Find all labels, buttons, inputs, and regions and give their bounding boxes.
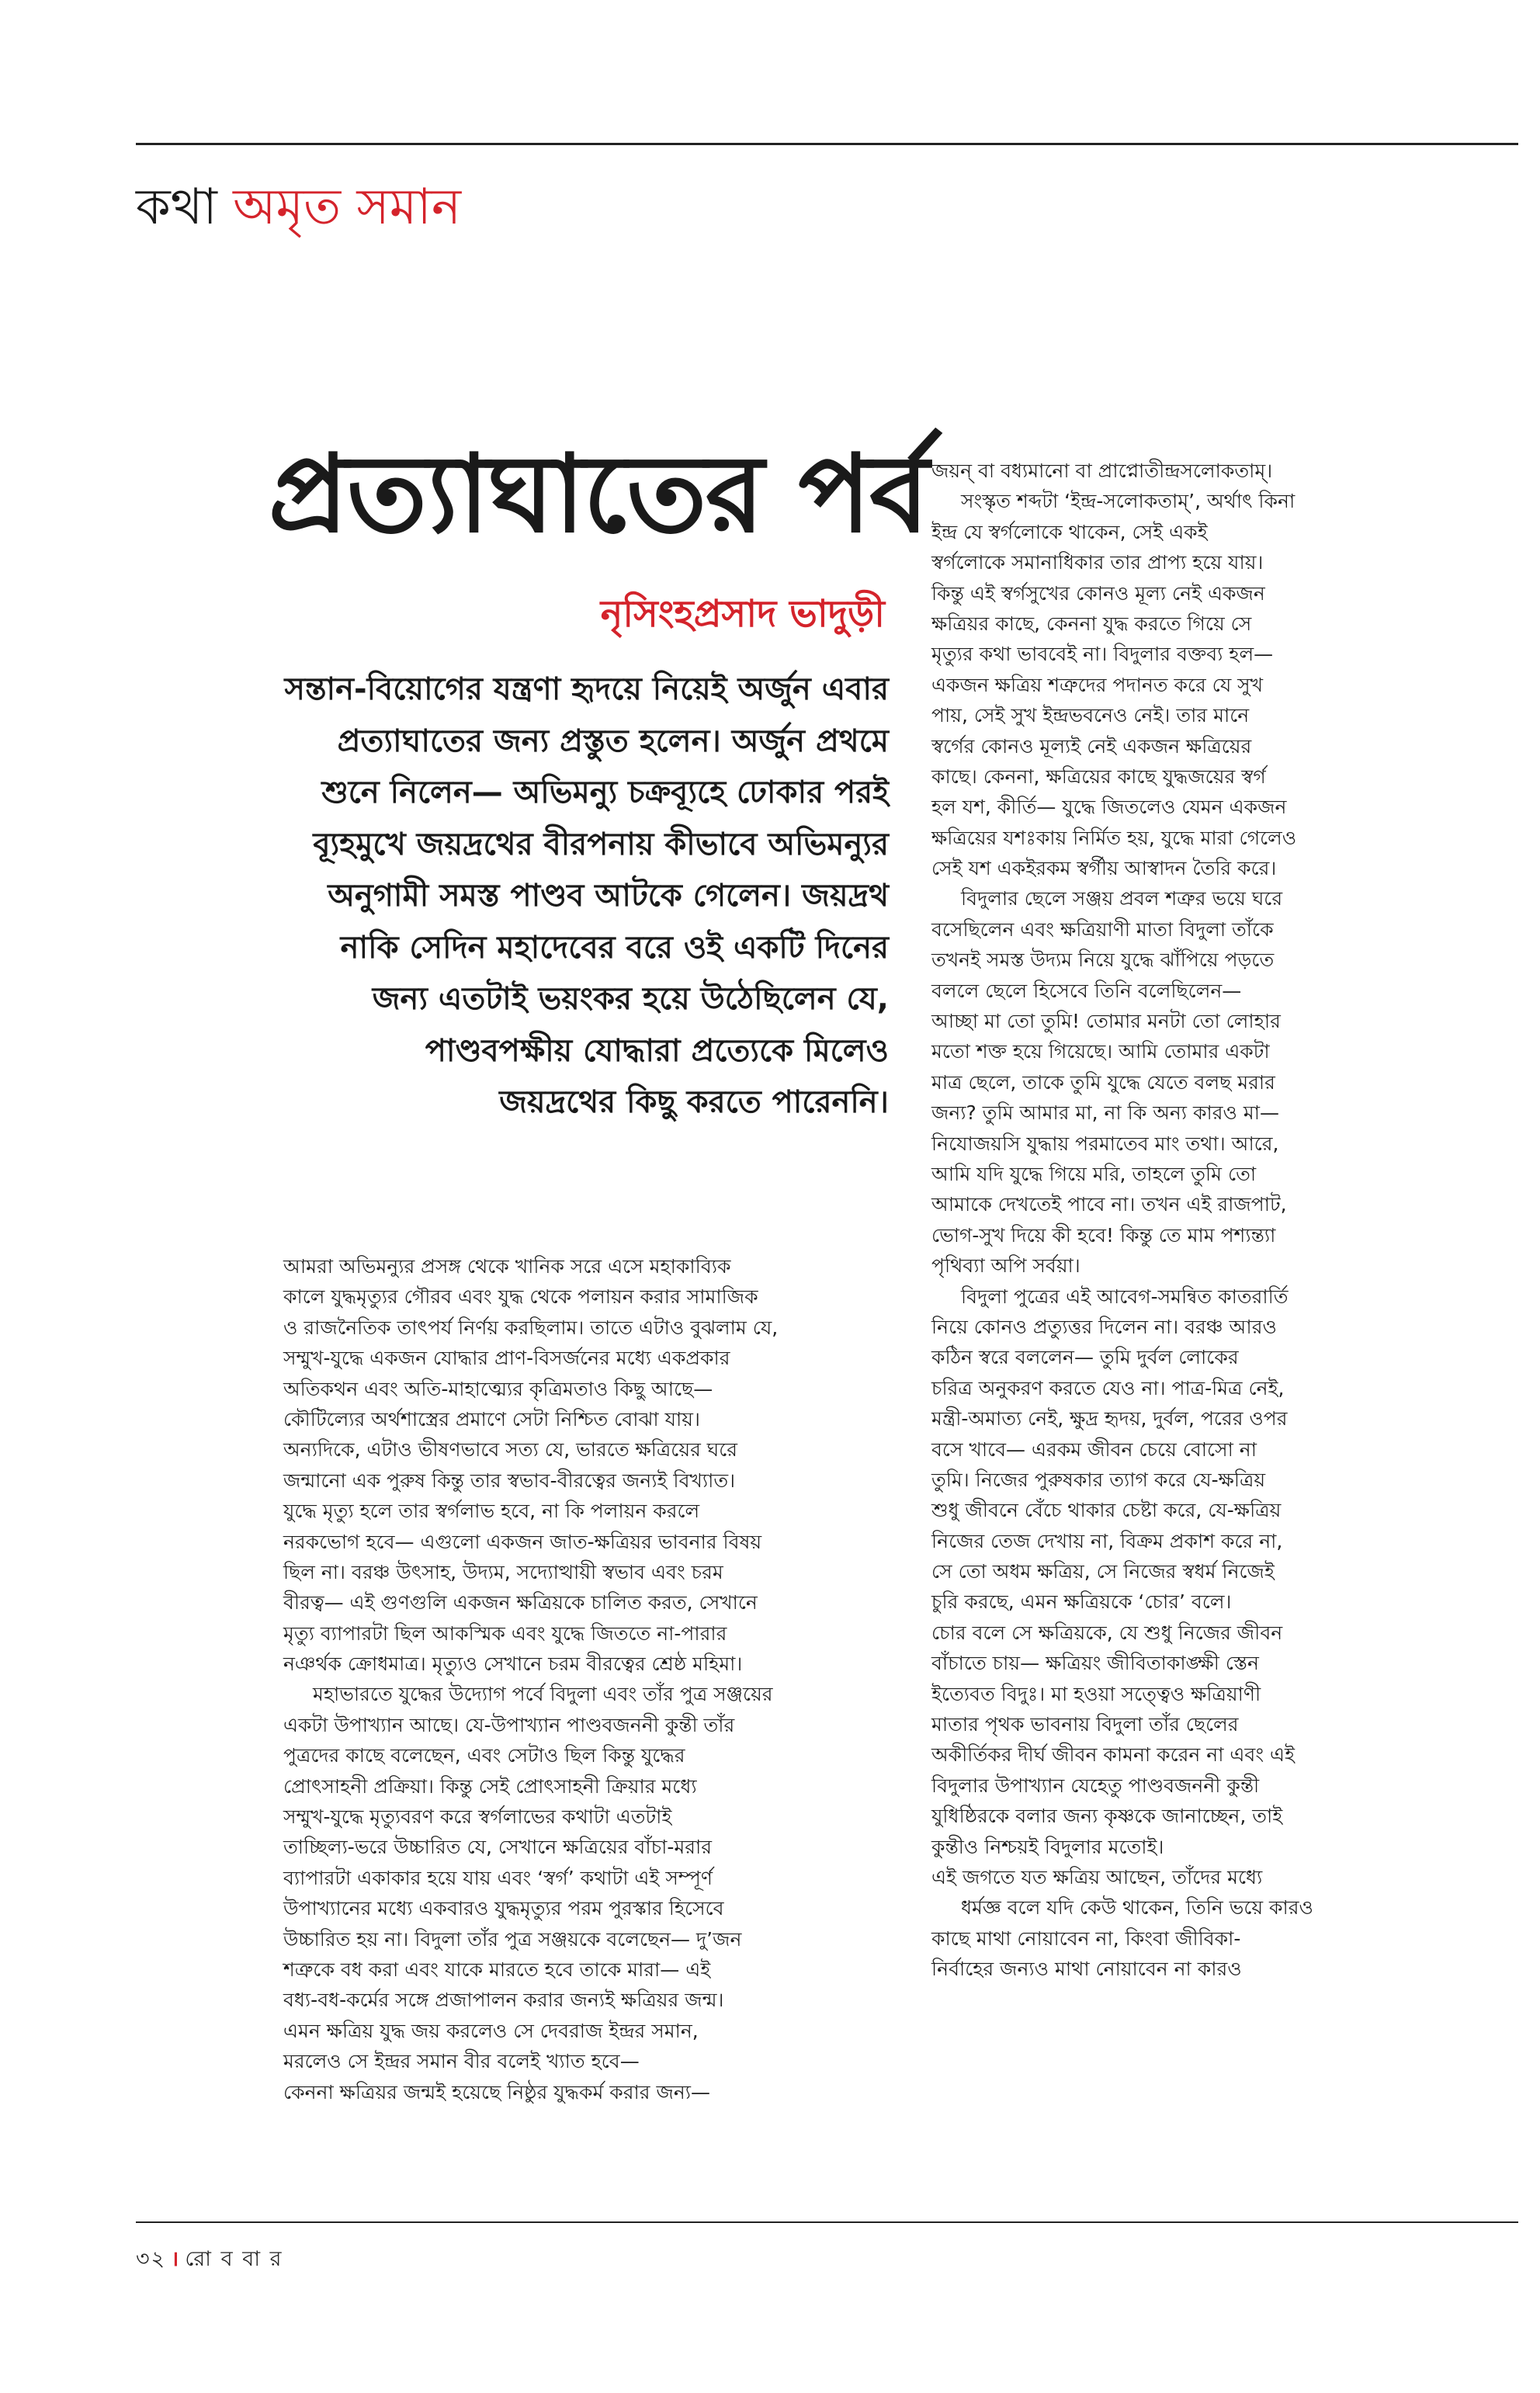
text-line: কাছে। কেননা, ক্ষত্রিয়ের কাছে যুদ্ধজয়ের স্বর্গ [931, 765, 1266, 788]
text-line: আমরা অভিমন্যুর প্রসঙ্গ থেকে খানিক সরে এসে মহাকাব্যিক [283, 1255, 731, 1278]
text-line: নির্বাহের জন্যও মাথা নোয়াবেন না কারও [931, 1958, 1242, 1981]
text-line: কৌটিল্যের অর্থশাস্ত্রের প্রমাণে সেটা নিশ্চিত বোঝা যায়। [283, 1407, 700, 1431]
text-line: জয়দ্রথের কিছু করতে পারেননি। [499, 1084, 889, 1120]
text-line: জন্য? তুমি আমার মা, না কি অন্য কারও মা— [931, 1101, 1279, 1125]
text-line: শত্রুকে বধ করা এবং যাকে মারতে হবে তাকে মারা— এই [283, 1958, 711, 1981]
text-line: বধ্য-বধ-কর্মের সঙ্গে প্রজাপালন করার জন্যই ক্ষত্রিয়র জন্ম। [283, 1989, 724, 2012]
text-line: নঞর্থক ক্রোধমাত্র। মৃত্যুও সেখানে চরম বীরত্বের শ্রেষ্ঠ মহিমা। [283, 1653, 743, 1676]
text-line: ছিল না। বরঞ্চ উৎসাহ, উদ্যম, সদ্যোত্থায়ী স্বভাব এবং চরম [283, 1560, 723, 1583]
text-line: ভোগ-সুখ দিয়ে কী হবে! কিন্তু তে মাম পশ্যন্ত্যা [931, 1223, 1276, 1247]
text-line: উপাখ্যানের মধ্যে একবারও যুদ্ধমৃত্যুর পরম পুরস্কার হিসেবে [283, 1897, 724, 1920]
text-line: মন্ত্রী-অমাত্য নেই, ক্ষুদ্র হৃদয়, দুর্বল, পরের ওপর [931, 1407, 1288, 1431]
text-line: চরিত্র অনুকরণ করতে যেও না। পাত্র-মিত্র নেই, [931, 1376, 1285, 1399]
text-line: কাছে মাথা নোয়াবেন না, কিংবা জীবিকা- [931, 1927, 1241, 1950]
text-line: চোর বলে সে ক্ষত্রিয়কে, যে শুধু নিজের জীবন [931, 1621, 1283, 1644]
text-line: মহাভারতে যুদ্ধের উদ্যোগ পর্বে বিদুলা এবং তাঁর পুত্র সঞ্জয়ের [313, 1683, 773, 1706]
text-line: একটা উপাখ্যান আছে। যে-উপাখ্যান পাণ্ডবজননী কুন্তী তাঁর [283, 1713, 735, 1736]
text-line: ধর্মজ্ঞ বলে যদি কেউ থাকেন, তিনি ভয়ে কারও [961, 1896, 1313, 1920]
footer-separator: । [171, 2247, 181, 2271]
text-line: নাকি সেদিন মহাদেবের বরে ওই একটি দিনের [340, 929, 889, 966]
body-column-left [283, 1251, 873, 2107]
text-line: কঠিন স্বরে বললেন— তুমি দুর্বল লোকের [931, 1346, 1239, 1369]
text-line: কেননা ক্ষত্রিয়র জন্মই হয়েছে নিষ্ঠুর যুদ্ধকর্ম করার জন্য— [283, 2080, 711, 2103]
text-line: বাঁচাতে চায়— ক্ষত্রিয়ং জীবিতাকাঙ্ক্ষী স্তেন [931, 1652, 1259, 1675]
article-author: নৃসিংহপ্রসাদ ভাদুড়ী [600, 592, 885, 636]
text-line: স্বর্গলোকে সমানাধিকার তার প্রাপ্য হয়ে যায়। [931, 551, 1264, 574]
text-line: পায়, সেই সুখ ইন্দ্রভবনেও নেই। তার মানে [931, 704, 1250, 727]
text-line: শুধু জীবনে বেঁচে থাকার চেষ্টা করে, যে-ক্ষত্রিয় [931, 1499, 1282, 1522]
page-number: ৩২ [136, 2247, 167, 2271]
text-line: নিযোজয়সি যুদ্ধায় পরমাতেব মাং তথা। আরে, [931, 1132, 1279, 1155]
text-line: অকীর্তিকর দীর্ঘ জীবন কামনা করেন না এবং এই [931, 1743, 1295, 1767]
article-title: প্রত্যাঘাতের পর্ব [268, 432, 928, 557]
text-line: বললে ছেলে হিসেবে তিনি বলেছিলেন— [931, 979, 1242, 1002]
text-line: এই জগতে যত ক্ষত্রিয় আছেন, তাঁদের মধ্যে [931, 1865, 1263, 1888]
text-line: পুত্রদের কাছে বলেছেন, এবং সেটাও ছিল কিন্তু যুদ্ধের [283, 1744, 685, 1767]
text-line: সেই যশ একইরকম স্বর্গীয় আস্বাদন তৈরি করে। [931, 857, 1277, 880]
text-line: পাণ্ডবপক্ষীয় যোদ্ধারা প্রত্যেকে মিলেও [425, 1032, 889, 1069]
text-line: নিয়ে কোনও প্রত্যুত্তর দিলেন না। বরঞ্চ আরও [931, 1315, 1277, 1338]
bottom-rule [136, 2221, 1518, 2223]
text-line: কিন্তু এই স্বর্গসুখের কোনও মূল্য নেই একজন [931, 581, 1265, 605]
text-line: সম্মুখ-যুদ্ধে মৃত্যুবরণ করে স্বর্গলাভের কথাটা এতটাই [283, 1805, 672, 1829]
text-line: মরলেও সে ইন্দ্রর সমান বীর বলেই খ্যাত হবে— [283, 2050, 640, 2073]
top-rule [136, 143, 1518, 145]
section-heading [136, 179, 462, 236]
text-line: সে তো অধম ক্ষত্রিয়, সে নিজের স্বধর্ম নিজেই [931, 1560, 1275, 1583]
page-footer [136, 2243, 283, 2278]
text-line: নরকভোগ হবে— এগুলো একজন জাত-ক্ষত্রিয়র ভাবনার বিষয় [283, 1530, 762, 1553]
text-line: ক্ষত্রিয়ের যশঃকায় নির্মিত হয়, যুদ্ধে মারা গেলেও [931, 826, 1297, 849]
text-line: কালে যুদ্ধমৃত্যুর গৌরব এবং যুদ্ধ থেকে পলায়ন করার সামাজিক [283, 1285, 758, 1309]
text-line: আচ্ছা মা তো তুমি! তোমার মনটা তো লোহার [931, 1010, 1281, 1033]
text-line: অতিকথন এবং অতি-মাহাত্ম্যের কৃত্রিমতাও কিছু আছে— [283, 1377, 713, 1400]
text-line: মৃত্যু ব্যাপারটা ছিল আকস্মিক এবং যুদ্ধে জিততে না-পারার [283, 1621, 727, 1645]
text-line: জন্য এতটাই ভয়ংকর হয়ে উঠেছিলেন যে, [372, 981, 889, 1017]
text-line: সন্তান-বিয়োগের যন্ত্রণা হৃদয়ে নিয়েই অর্জুন এবার [284, 671, 889, 707]
text-line: হল যশ, কীর্তি— যুদ্ধে জিতলেও যেমন একজন [931, 796, 1287, 819]
text-line: অনুগামী সমস্ত পাণ্ডব আটকে গেলেন। জয়দ্রথ [328, 878, 889, 914]
text-line: সম্মুখ-যুদ্ধে একজন যোদ্ধার প্রাণ-বিসর্জনের মধ্যে একপ্রকার [283, 1347, 730, 1370]
text-line: বসেছিলেন এবং ক্ষত্রিয়াণী মাতা বিদুলা তাঁকে [931, 917, 1274, 941]
text-line: ব্যাপারটা একাকার হয়ে যায় এবং ‘স্বর্গ’ কথাটা এই সম্পূর্ণ [283, 1866, 713, 1889]
text-line: বিদুলার উপাখ্যান যেহেতু পাণ্ডবজননী কুন্তী [931, 1774, 1260, 1797]
text-line: চুরি করছে, এমন ক্ষত্রিয়কে ‘চোর’ বলে। [931, 1590, 1232, 1614]
text-line: অন্যদিকে, এটাও ভীষণভাবে সত্য যে, ভারতে ক্ষত্রিয়ের ঘরে [283, 1438, 738, 1462]
text-line: মাতার পৃথক ভাবনায় বিদুলা তাঁর ছেলের [931, 1713, 1239, 1736]
text-line: পৃথিব্যা অপি সর্বয়া। [931, 1254, 1080, 1278]
text-line: কুন্তীও নিশ্চয়ই বিদুলার মতোই। [931, 1835, 1164, 1858]
text-line: শুনে নিলেন— অভিমন্যু চক্রব্যূহে ঢোকার পরই [321, 775, 889, 810]
section-highlight: অমৃত সমান [233, 179, 462, 236]
text-line: বীরত্ব— এই গুণগুলি একজন ক্ষত্রিয়কে চালিত করত, সেখানে [283, 1591, 758, 1614]
text-line: ব্যূহমুখে জয়দ্রথের বীরপনায় কীভাবে অভিমন্যুর [313, 826, 889, 862]
text-line: স্বর্গের কোনও মূল্যই নেই একজন ক্ষত্রিয়ের [931, 734, 1252, 758]
text-line: ক্ষত্রিয়র কাছে, কেননা যুদ্ধ করতে গিয়ে সে [931, 612, 1252, 635]
text-line: নিজের তেজ দেখায় না, বিক্রম প্রকাশ করে না, [931, 1529, 1283, 1552]
text-line: যুধিষ্ঠিরকে বলার জন্য কৃষ্ণকে জানাচ্ছেন, তাই [931, 1805, 1283, 1828]
text-line: সংস্কৃত শব্দটা ‘ইন্দ্র-সলোকতাম্’, অর্থাৎ কিনা [961, 490, 1295, 513]
text-line: মৃত্যুর কথা ভাববেই না। বিদুলার বক্তব্য হল— [931, 643, 1274, 666]
text-line: জয়ন্ বা বধ্যমানো বা প্রাপ্নোতীন্দ্রসলোকতাম্। [931, 460, 1273, 482]
text-line: আমি যদি যুদ্ধে গিয়ে মরি, তাহলে তুমি তো [931, 1162, 1257, 1185]
text-line: জন্মানো এক পুরুষ কিন্তু তার স্বভাব-বীরত্বের জন্যই বিখ্যাত। [283, 1469, 736, 1492]
text-line: ইন্দ্র যে স্বর্গলোকে থাকেন, সেই একই [931, 520, 1208, 543]
body-column-right [931, 456, 1413, 1985]
magazine-name: রো ব বা র [185, 2247, 283, 2271]
text-line: মাত্র ছেলে, তাকে তুমি যুদ্ধে যেতে বলছ মরার [931, 1070, 1275, 1094]
text-line: তাচ্ছিল্য-ভরে উচ্চারিত যে, সেখানে ক্ষত্রিয়ের বাঁচা-মরার [283, 1836, 712, 1859]
text-line: বিদুলার ছেলে সঞ্জয় প্রবল শত্রুর ভয়ে ঘরে [961, 887, 1283, 910]
text-line: এমন ক্ষত্রিয় যুদ্ধ জয় করলেও সে দেবরাজ ইন্দ্রর সমান, [283, 2019, 699, 2042]
text-line: একজন ক্ষত্রিয় শত্রুদের পদানত করে যে সুখ [931, 673, 1264, 696]
text-line: তুমি। নিজের পুরুষকার ত্যাগ করে যে-ক্ষত্রিয় [931, 1468, 1266, 1491]
text-line: প্রোৎসাহনী প্রক্রিয়া। কিন্তু সেই প্রোৎসাহনী ক্রিয়ার মধ্যে [283, 1774, 697, 1798]
text-line: উচ্চারিত হয় না। বিদুলা তাঁর পুত্র সঞ্জয়কে বলেছেন— দু’জন [283, 1927, 742, 1951]
text-line: ইত্যেবত বিদুঃ। মা হওয়া সত্ত্বেও ক্ষত্রিয়াণী [931, 1682, 1261, 1705]
text-line: বিদুলা পুত্রের এই আবেগ-সমন্বিত কাতরার্তি [961, 1285, 1289, 1308]
text-line: বসে খাবে— এরকম জীবন চেয়ে বোসো না [931, 1438, 1257, 1461]
text-line: যুদ্ধে মৃত্যু হলে তার স্বর্গলাভ হবে, না কি পলায়ন করলে [283, 1500, 700, 1523]
text-line: তখনই সমস্ত উদ্যম নিয়ে যুদ্ধে ঝাঁপিয়ে পড়তে [931, 949, 1275, 972]
section-prefix: কথা [136, 179, 217, 236]
text-line: আমাকে দেখতেই পাবে না। তখন এই রাজপাট, [931, 1193, 1287, 1216]
text-line: মতো শক্ত হয়ে গিয়েছে। আমি তোমার একটা [931, 1040, 1270, 1063]
standfirst [147, 664, 889, 1129]
text-line: প্রত্যাঘাতের জন্য প্রস্তুত হলেন। অর্জুন প্রথমে [337, 723, 889, 759]
text-line: ও রাজনৈতিক তাৎপর্য নির্ণয় করছিলাম। তাতে এটাও বুঝলাম যে, [283, 1316, 779, 1339]
